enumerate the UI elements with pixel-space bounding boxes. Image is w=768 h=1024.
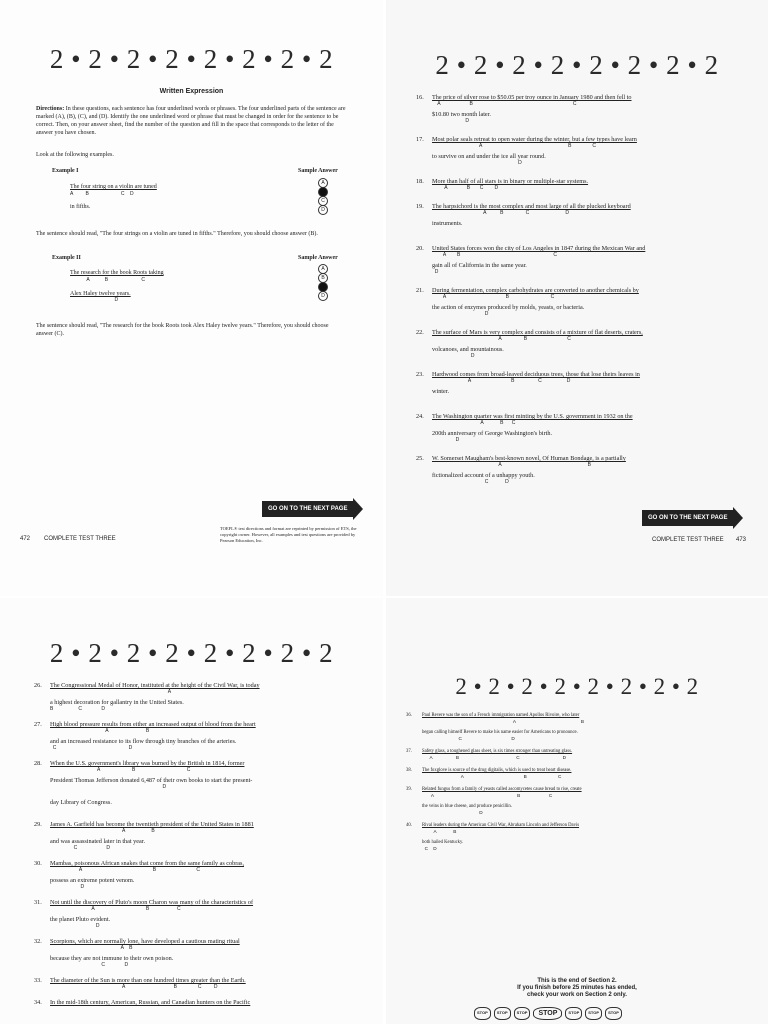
question-number: 20. bbox=[416, 245, 424, 252]
question-continuation: a highest decoration for gallantry in the United States. bbox=[50, 699, 184, 706]
question-continuation: the action of enzymes produced by molds, yeasts, or bacteria. bbox=[432, 304, 585, 311]
example-1-label: Example I bbox=[52, 168, 79, 174]
answer-letter-labels: A B C bbox=[432, 294, 555, 300]
question-continuation: to survive on and under the ice all year round. bbox=[432, 153, 546, 160]
question-number: 21. bbox=[416, 287, 424, 294]
answer-letter-labels: A bbox=[50, 689, 172, 695]
answer-letter-labels: A B C D bbox=[432, 210, 569, 216]
question-sentence: W. Somerset Maugham's best-known novel, Of Human Bondage, is a partially bbox=[432, 455, 626, 462]
question-number: 24. bbox=[416, 413, 424, 420]
answer-bubble-c-filled: C bbox=[318, 282, 328, 292]
question-number: 30. bbox=[34, 860, 42, 867]
question-number: 28. bbox=[34, 760, 42, 767]
answer-letter-labels: A B C bbox=[50, 906, 181, 912]
question-number: 17. bbox=[416, 136, 424, 143]
example-2-letters-2: D bbox=[70, 297, 119, 303]
stop-icon: STOP bbox=[565, 1007, 582, 1020]
page-number: 473 bbox=[736, 537, 747, 543]
question-continuation: began calling himself Revere to make his name easier for Americans to pronounce. bbox=[422, 730, 578, 735]
answer-bubble-a: A bbox=[318, 178, 328, 188]
question-sentence: Hardwood comes from broad-leaved deciduous trees, those that lose theirs leaves in bbox=[432, 371, 640, 378]
answer-letter-labels: D bbox=[422, 810, 483, 815]
question-number: 38. bbox=[406, 768, 412, 773]
question-continuation: because they are not immune to their own poison. bbox=[50, 955, 174, 962]
answer-letter-labels: C D bbox=[50, 845, 111, 851]
question-continuation: winter. bbox=[432, 388, 450, 395]
answer-letter-labels: D bbox=[432, 160, 522, 166]
end-line-1: This is the end of Section 2. bbox=[537, 978, 617, 984]
question-sentence: The Congressional Medal of Honor, instituted at the height of the Civil War, is today bbox=[50, 682, 260, 689]
answer-letter-labels: A B C bbox=[432, 143, 596, 149]
answer-letter-labels: A B bbox=[422, 719, 585, 724]
question-number: 39. bbox=[406, 787, 412, 792]
look-text: Look at the following examples. bbox=[36, 152, 114, 158]
answer-letter-labels: A B C bbox=[432, 252, 558, 258]
question-number: 29. bbox=[34, 821, 42, 828]
directions-label: Directions: bbox=[36, 106, 65, 112]
question-sentence: In the mid-18th century, American, Russian, and Canadian hunters on the Pacific bbox=[50, 999, 251, 1006]
question-sentence: Mambas, poisonous African snakes that come from the same family as cobras, bbox=[50, 860, 244, 867]
question-number: 34. bbox=[34, 999, 42, 1006]
answer-letter-labels: B C D bbox=[50, 706, 106, 712]
footer-title: COMPLETE TEST THREE bbox=[44, 536, 116, 542]
question-sentence: Not until the discovery of Pluto's moon Charon was many of the characteristics of bbox=[50, 899, 254, 906]
example-2-explanation: The sentence should read, "The research for the book Roots took Alex Haley twelve years." Therefore, you should choose answer (C). bbox=[36, 323, 329, 337]
question-continuation: and an increased resistance to its flow through tiny branches of the arteries. bbox=[50, 738, 237, 745]
question-number: 31. bbox=[34, 899, 42, 906]
question-number: 27. bbox=[34, 721, 42, 728]
answer-bubble-d: D bbox=[318, 205, 328, 215]
stop-icon: STOP bbox=[533, 1007, 562, 1020]
example-2-letters: A B C bbox=[70, 277, 146, 283]
answer-letter-labels: A B C bbox=[432, 101, 577, 107]
answer-bubble-a: A bbox=[318, 264, 328, 274]
answer-letter-labels: A B bbox=[50, 945, 133, 951]
end-line-3: check your work on Section 2 only. bbox=[527, 992, 627, 998]
answer-letter-labels: A B C bbox=[50, 867, 201, 873]
answer-letter-labels: D bbox=[50, 784, 167, 790]
question-sentence: James A. Garfield has become the twentieth president of the United States in 1881 bbox=[50, 821, 254, 828]
question-sentence: The foxglove is source of the drug digitalis, which is used to treat heart disease. bbox=[422, 768, 572, 773]
section-banner: 2 • 2 • 2 • 2 • 2 • 2 • 2 • 2 bbox=[435, 50, 719, 80]
answer-letter-labels: A B C D bbox=[432, 185, 499, 191]
question-number: 26. bbox=[34, 682, 42, 689]
question-continuation: and was assassinated later in that year. bbox=[50, 838, 146, 845]
question-continuation: both hailed Kentucky. bbox=[422, 840, 464, 845]
answer-letter-labels: D bbox=[432, 269, 439, 275]
answer-letter-labels: A B C bbox=[432, 336, 571, 342]
question-sentence: When the U.S. government's library was burned by the British in 1814, former bbox=[50, 760, 245, 767]
question-sentence: Scorpions, which are normally lone, have developed a cautious mating ritual bbox=[50, 938, 240, 945]
answer-letter-labels: A B C bbox=[422, 793, 553, 798]
answer-letter-labels: D bbox=[50, 923, 100, 929]
question-number: 16. bbox=[416, 94, 424, 101]
answer-letter-labels: A B C D bbox=[50, 984, 218, 990]
question-number: 40. bbox=[406, 823, 412, 828]
answer-letter-labels: C D bbox=[50, 745, 133, 751]
question-sentence: During fermentation, complex carbohydrates are converted to another chemicals by bbox=[432, 287, 639, 294]
question-continuation: possess an extreme potent venom. bbox=[50, 877, 135, 884]
section-banner: 2 • 2 • 2 • 2 • 2 • 2 • 2 • 2 bbox=[49, 638, 334, 668]
answer-letter-labels: A B C D bbox=[432, 378, 571, 384]
question-number: 22. bbox=[416, 329, 424, 336]
page-472 bbox=[0, 0, 383, 596]
answer-letter-labels: D bbox=[50, 884, 85, 890]
example-1-explanation: The sentence should read, "The four strings on a violin are tuned in fifths." Therefore, you should choose answer (B). bbox=[36, 231, 318, 237]
question-number: 37. bbox=[406, 749, 412, 754]
question-continuation: the planet Pluto evident. bbox=[50, 916, 111, 923]
question-number: 32. bbox=[34, 938, 42, 945]
answer-letter-labels: D bbox=[432, 437, 460, 443]
end-line-2: If you finish before 25 minutes has ended, bbox=[517, 985, 637, 991]
question-sentence: Paul Revere was the son of a French immigration named Apollos Rivoire, who later bbox=[422, 713, 580, 718]
question-sentence: The surface of Mars is very complex and consists of a mixture of flat deserts, craters, bbox=[432, 329, 643, 336]
answer-letter-labels: C D bbox=[432, 479, 509, 485]
question-sentence: United States forces won the city of Los Angeles in 1847 during the Mexican War and bbox=[432, 245, 646, 252]
question-continuation: $10.80 two month later. bbox=[432, 111, 491, 118]
footer-title: COMPLETE TEST THREE bbox=[652, 537, 724, 543]
question-sentence: Rival leaders during the American Civil War, Abraham Lincoln and Jefferson Davis bbox=[422, 823, 580, 828]
stop-icon: STOP bbox=[494, 1007, 511, 1020]
copyright-note: TOEFL® test directions and format are reprinted by permission of ETS, the copyright owner. However, all examples and test questions are provided by Pearson Education, Inc. bbox=[220, 526, 357, 543]
question-number: 36. bbox=[406, 713, 412, 718]
answer-letter-labels: A B bbox=[432, 462, 591, 468]
answer-letter-labels: C D bbox=[422, 736, 515, 741]
example-2-label: Example II bbox=[52, 255, 81, 261]
directions bbox=[36, 105, 346, 137]
page-4 bbox=[386, 598, 768, 1024]
question-continuation: President Thomas Jefferson donated 6,487 of their own books to start the present- bbox=[50, 777, 253, 784]
question-number: 33. bbox=[34, 977, 42, 984]
question-number: 23. bbox=[416, 371, 424, 378]
answer-bubble-c: C bbox=[318, 196, 328, 206]
question-sentence: Most polar seals retreat to open water during the winter, but a few types have learn bbox=[432, 136, 637, 143]
stop-signs bbox=[474, 1007, 622, 1020]
question-continuation: volcanoes, and mountainous. bbox=[432, 346, 504, 353]
go-on-next-page-button[interactable]: GO ON TO THE NEXT PAGE bbox=[262, 501, 353, 517]
question-continuation: the veins in blue cheese, and produce penicillin. bbox=[422, 804, 512, 809]
example-2-continuation: Alex Haley twelve years. bbox=[70, 291, 131, 297]
answer-letter-labels: C D bbox=[422, 846, 437, 851]
example-1-letters: A B C D bbox=[70, 191, 134, 197]
go-on-next-page-button[interactable]: GO ON TO THE NEXT PAGE bbox=[642, 510, 733, 526]
question-continuation: 200th anniversary of George Washington's birth. bbox=[432, 430, 552, 437]
stop-icon: STOP bbox=[605, 1007, 622, 1020]
answer-letter-labels: D bbox=[432, 353, 475, 359]
answer-letter-labels: C D bbox=[50, 962, 129, 968]
question-number: 18. bbox=[416, 178, 424, 185]
example-2-sentence: The research for the book Roots taking bbox=[70, 270, 164, 276]
question-sentence: The Washington quarter was first minting by the U.S. government in 1932 on the bbox=[432, 413, 633, 420]
answer-bubble-b: B bbox=[318, 273, 328, 283]
question-continuation: gain all of California in the same year. bbox=[432, 262, 527, 269]
question-number: 19. bbox=[416, 203, 424, 210]
question-sentence: Safety glass, a toughened glass sheet, is six times stronger than untreating glass. bbox=[422, 749, 573, 754]
directions-text: In these questions, each sentence has four underlined words or phrases. The four underlined parts of the sentence are marked (A), (B), (C), and (D). Identify the one underlined word or phrase that must be changed in order for the sentence to be correct. Then, on your answer sheet, find the number of the question and fill in the space that corresponds to the letter of the answer you have chosen. bbox=[36, 106, 346, 136]
example-1-sentence: The four string on a violin are tuned bbox=[70, 184, 157, 190]
sample-answer-label-2: Sample Answer bbox=[298, 255, 338, 261]
page-3 bbox=[0, 598, 383, 1024]
sample-answer-label: Sample Answer bbox=[298, 168, 338, 174]
section-banner: 2 • 2 • 2 • 2 • 2 • 2 • 2 • 2 bbox=[455, 674, 699, 699]
stop-icon: STOP bbox=[585, 1007, 602, 1020]
answer-bubble-d: D bbox=[318, 291, 328, 301]
question-sentence: The harpsichord is the most complex and most large of all the plucked keyboard bbox=[432, 203, 631, 210]
answer-letter-labels: A B C bbox=[50, 767, 191, 773]
answer-bubble-b-filled: B bbox=[318, 187, 328, 197]
question-sentence: The price of silver rose to $50.05 per troy ounce in January 1980 and then fell to bbox=[432, 94, 632, 101]
question-number: 25. bbox=[416, 455, 424, 462]
question-sentence: The diameter of the Sun is more than one hundred times greater than the Earth. bbox=[50, 977, 246, 984]
page-473 bbox=[386, 0, 768, 596]
page-number: 472 bbox=[20, 536, 31, 542]
question-sentence: Related fungus from a family of yeasts called ascomycetes cause bread to rise, create bbox=[422, 787, 582, 792]
answer-letter-labels: A B bbox=[422, 829, 457, 834]
end-of-section-notice bbox=[386, 978, 768, 999]
question-continuation: day Library of Congress. bbox=[50, 799, 112, 806]
question-sentence: More than half of all stars is in binary or multiple-star systems. bbox=[432, 178, 589, 185]
answer-letter-labels: A B bbox=[50, 728, 150, 734]
stop-icon: STOP bbox=[474, 1007, 491, 1020]
section-heading: Written Expression bbox=[159, 88, 224, 95]
answer-letter-labels: A B C D bbox=[422, 755, 567, 760]
question-continuation: fictionalized account of a unhappy youth. bbox=[432, 472, 535, 479]
question-continuation: instruments. bbox=[432, 220, 463, 227]
answer-letter-labels: D bbox=[432, 311, 489, 317]
answer-letter-labels: A B bbox=[50, 828, 155, 834]
stop-icon: STOP bbox=[514, 1007, 531, 1020]
section-banner: 2 • 2 • 2 • 2 • 2 • 2 • 2 • 2 bbox=[49, 44, 334, 74]
example-1-continuation: in fifths. bbox=[70, 204, 91, 210]
answer-letter-labels: D bbox=[432, 118, 469, 124]
answer-letter-labels: A B C bbox=[422, 774, 562, 779]
question-sentence: High blood pressure results from either an increased output of blood from the heart bbox=[50, 721, 256, 728]
answer-letter-labels: A B C bbox=[432, 420, 516, 426]
